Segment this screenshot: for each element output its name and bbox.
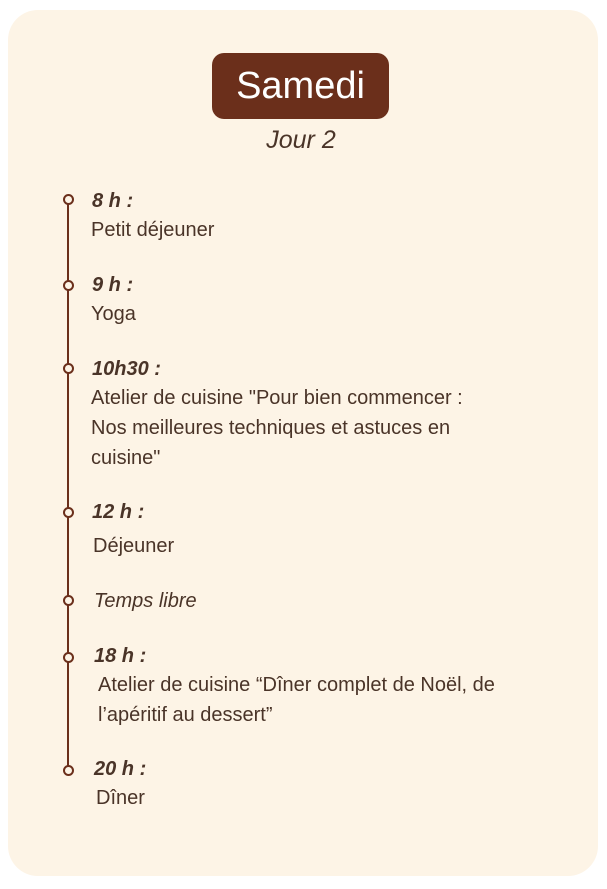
timeline-dot-icon xyxy=(63,194,74,205)
timeline-dot-icon xyxy=(63,595,74,606)
day-title-badge: Samedi xyxy=(212,53,389,119)
schedule-activity-line: Atelier de cuisine "Pour bien commencer : xyxy=(91,387,463,409)
schedule-activity-line: cuisine" xyxy=(91,447,161,469)
schedule-time: 12 h : xyxy=(92,501,145,523)
timeline-dot-icon xyxy=(63,363,74,374)
schedule-activity-line: Atelier de cuisine “Dîner complet de Noël, de xyxy=(98,674,495,696)
schedule-activity: Yoga xyxy=(91,303,136,325)
schedule-card xyxy=(8,10,598,876)
schedule-time: 8 h : xyxy=(92,190,134,212)
schedule-activity: Déjeuner xyxy=(93,535,175,557)
schedule-activity: Petit déjeuner xyxy=(91,219,215,241)
timeline-dot-icon xyxy=(63,765,74,776)
schedule-time: 9 h : xyxy=(92,274,134,296)
schedule-time: 10h30 : xyxy=(92,358,161,380)
schedule-activity: Dîner xyxy=(96,787,145,809)
schedule-activity-line: Nos meilleures techniques et astuces en xyxy=(91,417,451,439)
schedule-time: 20 h : xyxy=(94,758,147,780)
schedule-activity-line: l’apéritif au dessert” xyxy=(98,704,273,726)
schedule-time: 18 h : xyxy=(94,645,147,667)
schedule-free-time: Temps libre xyxy=(94,590,197,612)
day-subtitle: Jour 2 xyxy=(266,126,336,154)
timeline-dot-icon xyxy=(63,507,74,518)
timeline-dot-icon xyxy=(63,652,74,663)
timeline-dot-icon xyxy=(63,280,74,291)
